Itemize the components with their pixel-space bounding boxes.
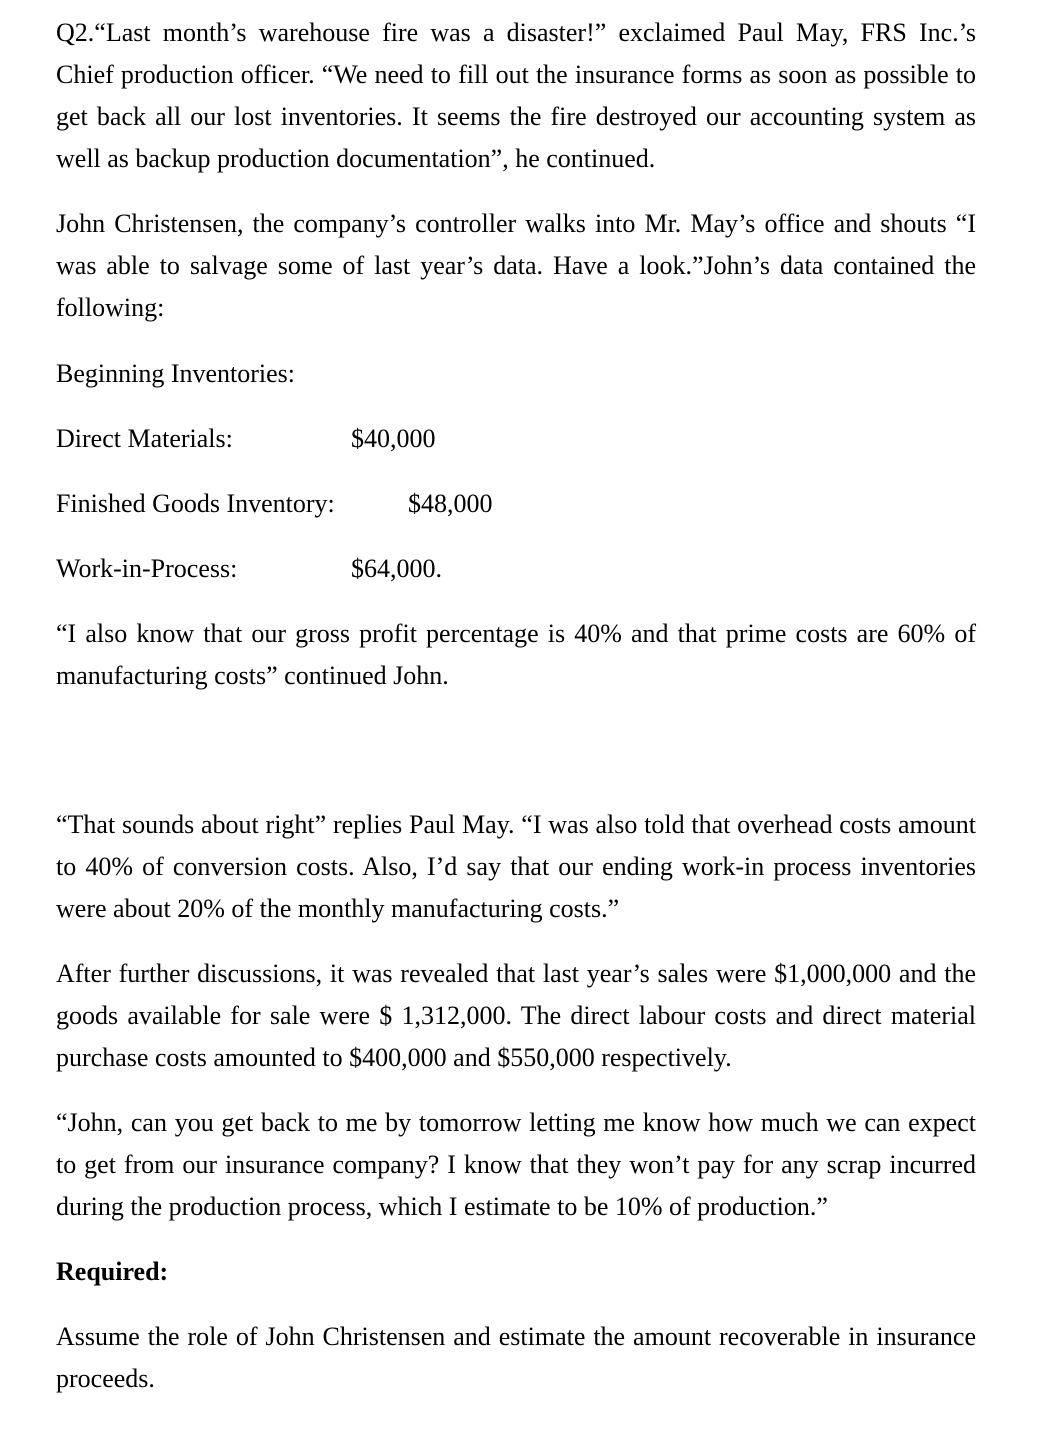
inventory-value: $64,000. [351,554,442,583]
inventory-value: $40,000 [351,424,436,453]
overhead-paragraph: “That sounds about right” replies Paul May. “I was also told that overhead costs amount to 40% of conversion costs. Also, I’d say that our ending work-in process inventories were about 20% of the monthly manufacturing costs.” [56,810,976,923]
gross-profit-paragraph: “I also know that our gross profit percentage is 40% and that prime costs are 60% of manufacturing costs” continued John. [56,619,976,690]
required-task-paragraph: Assume the role of John Christensen and estimate the amount recoverable in insurance proceeds. [56,1322,976,1393]
beginning-inventories-heading: Beginning Inventories: [56,359,296,388]
inventory-row-direct-materials [56,418,976,460]
inventory-label: Finished Goods Inventory: [56,489,335,518]
insurance-request-paragraph: “John, can you get back to me by tomorrow letting me know how much we can expect to get from our insurance company? I know that they won’t pay for any scrap incurred during the production process, which I estimate to be 10% of production.” [56,1108,976,1221]
salvaged-data-paragraph: John Christensen, the company’s controller walks into Mr. May’s office and shouts “I was able to salvage some of last year’s data. Have a look.”John’s data contained the following: [56,209,976,322]
inventory-label: Work-in-Process: [56,554,238,583]
inventory-row-work-in-process [56,548,976,590]
inventory-row-finished-goods [56,483,976,525]
required-heading: Required: [56,1257,169,1286]
intro-paragraph: Q2.“Last month’s warehouse fire was a disaster!” exclaimed Paul May, FRS Inc.’s Chief production officer. “We need to fill out the insurance forms as soon as possible to get back all our lost inventories. It seems the fire destroyed our accounting system as well as backup production documentation”, he continued. [56,18,976,173]
inventory-value: $48,000 [408,489,493,518]
sales-paragraph: After further discussions, it was revealed that last year’s sales were $1,000,000 and the goods available for sale were $ 1,312,000. The direct labour costs and direct material purchase costs amounted to $400,000 and $550,000 respectively. [56,959,976,1072]
question-document [56,12,976,1400]
inventory-label: Direct Materials: [56,424,233,453]
